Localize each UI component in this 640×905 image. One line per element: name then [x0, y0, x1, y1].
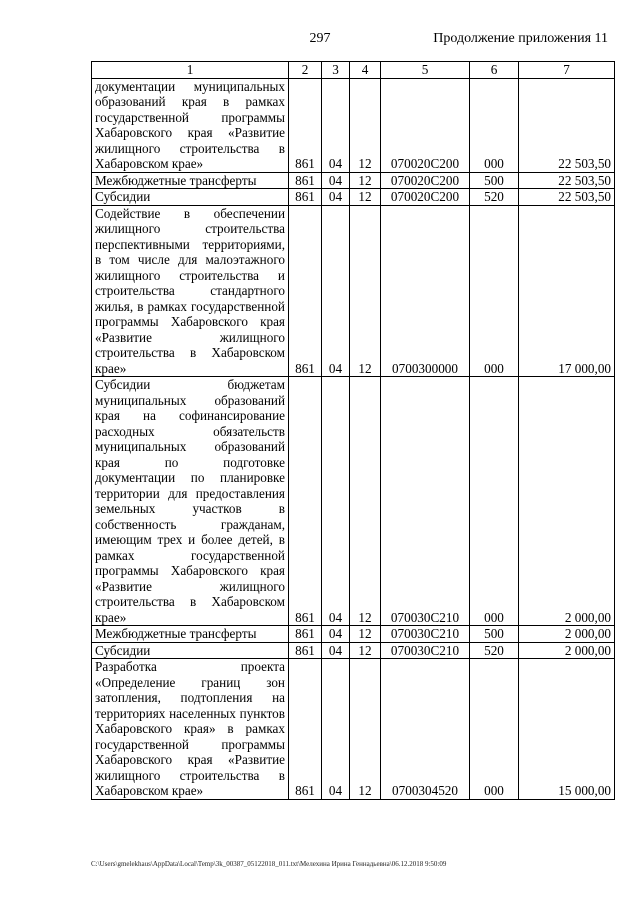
column-header: 4 [350, 62, 381, 79]
cell-section: 04 [322, 377, 350, 626]
table-row [92, 78, 615, 172]
row-name: Субсидии [92, 189, 289, 206]
row-name: Разработка проекта «Определение границ зон затопления, подтопления на территориях населенных пунктов Хабаровского края» в рамках государственной программы Хабаровского края «Развитие жилищного строительства в Хабаровском крае» [92, 659, 289, 800]
cell-section: 04 [322, 189, 350, 206]
cell-ministry: 861 [289, 377, 322, 626]
cell-expense-type: 000 [470, 377, 519, 626]
column-header: 7 [519, 62, 615, 79]
cell-ministry: 861 [289, 642, 322, 659]
cell-subsection: 12 [350, 659, 381, 800]
row-name: Межбюджетные трансферты [92, 172, 289, 189]
table-row [92, 205, 615, 377]
cell-ministry: 861 [289, 626, 322, 643]
cell-amount: 2 000,00 [519, 642, 615, 659]
cell-section: 04 [322, 205, 350, 377]
cell-section: 04 [322, 78, 350, 172]
cell-subsection: 12 [350, 642, 381, 659]
cell-expense-type: 000 [470, 659, 519, 800]
table-row [92, 377, 615, 626]
cell-section: 04 [322, 172, 350, 189]
cell-target-article: 070030C210 [381, 626, 470, 643]
cell-subsection: 12 [350, 172, 381, 189]
cell-subsection: 12 [350, 626, 381, 643]
cell-amount: 15 000,00 [519, 659, 615, 800]
row-name: Содействие в обеспечении жилищного строительства перспективными территориями, в том числе для малоэтажного жилищного строительства и строительства стандартного жилья, в рамках государственной программы Хабаровского края «Развитие жилищного строительства в Хабаровском крае» [92, 205, 289, 377]
row-name: Субсидии бюджетам муниципальных образований края на софинансирование расходных обязательств муниципальных образований края по подготовке документации по планировке территории для предоставления земельных участков в собственность гражданам, имеющим трех и более детей, в рамках государственной программы Хабаровского края «Развитие жилищного строительства в Хабаровском крае» [92, 377, 289, 626]
table-row [92, 642, 615, 659]
cell-expense-type: 520 [470, 642, 519, 659]
cell-target-article: 0700304520 [381, 659, 470, 800]
cell-target-article: 070030C210 [381, 642, 470, 659]
column-header: 6 [470, 62, 519, 79]
cell-ministry: 861 [289, 189, 322, 206]
column-header: 3 [322, 62, 350, 79]
cell-expense-type: 500 [470, 626, 519, 643]
cell-ministry: 861 [289, 78, 322, 172]
cell-section: 04 [322, 659, 350, 800]
cell-amount: 22 503,50 [519, 78, 615, 172]
column-header: 5 [381, 62, 470, 79]
cell-expense-type: 520 [470, 189, 519, 206]
table-row [92, 172, 615, 189]
cell-expense-type: 000 [470, 78, 519, 172]
cell-target-article: 070030C210 [381, 377, 470, 626]
table-row [92, 189, 615, 206]
cell-target-article: 070020C200 [381, 172, 470, 189]
cell-subsection: 12 [350, 377, 381, 626]
page-number: 297 [309, 31, 331, 46]
cell-target-article: 070020C200 [381, 78, 470, 172]
cell-subsection: 12 [350, 205, 381, 377]
cell-target-article: 070020C200 [381, 189, 470, 206]
table-header-row [92, 62, 615, 79]
table-row [92, 626, 615, 643]
budget-table [91, 61, 615, 800]
row-name: документации муниципальных образований края в рамках государственной программы Хабаровского края «Развитие жилищного строительства в Хабаровском крае» [92, 78, 289, 172]
continuation-label: Продолжение приложения 11 [433, 31, 608, 46]
cell-ministry: 861 [289, 172, 322, 189]
cell-ministry: 861 [289, 205, 322, 377]
file-path-footer: C:\Users\gmelekhaus\AppData\Local\Temp\3k_00387_05122018_011.txt\Мелехина Ирина Геннадьевна\06.12.2018 9:50:09 [91, 860, 447, 868]
row-name: Субсидии [92, 642, 289, 659]
cell-ministry: 861 [289, 659, 322, 800]
column-header: 1 [92, 62, 289, 79]
cell-subsection: 12 [350, 189, 381, 206]
cell-amount: 2 000,00 [519, 626, 615, 643]
cell-target-article: 0700300000 [381, 205, 470, 377]
cell-amount: 2 000,00 [519, 377, 615, 626]
row-name: Межбюджетные трансферты [92, 626, 289, 643]
cell-section: 04 [322, 642, 350, 659]
cell-amount: 22 503,50 [519, 172, 615, 189]
column-header: 2 [289, 62, 322, 79]
cell-amount: 17 000,00 [519, 205, 615, 377]
cell-amount: 22 503,50 [519, 189, 615, 206]
cell-expense-type: 000 [470, 205, 519, 377]
cell-section: 04 [322, 626, 350, 643]
table-row [92, 659, 615, 800]
cell-expense-type: 500 [470, 172, 519, 189]
cell-subsection: 12 [350, 78, 381, 172]
